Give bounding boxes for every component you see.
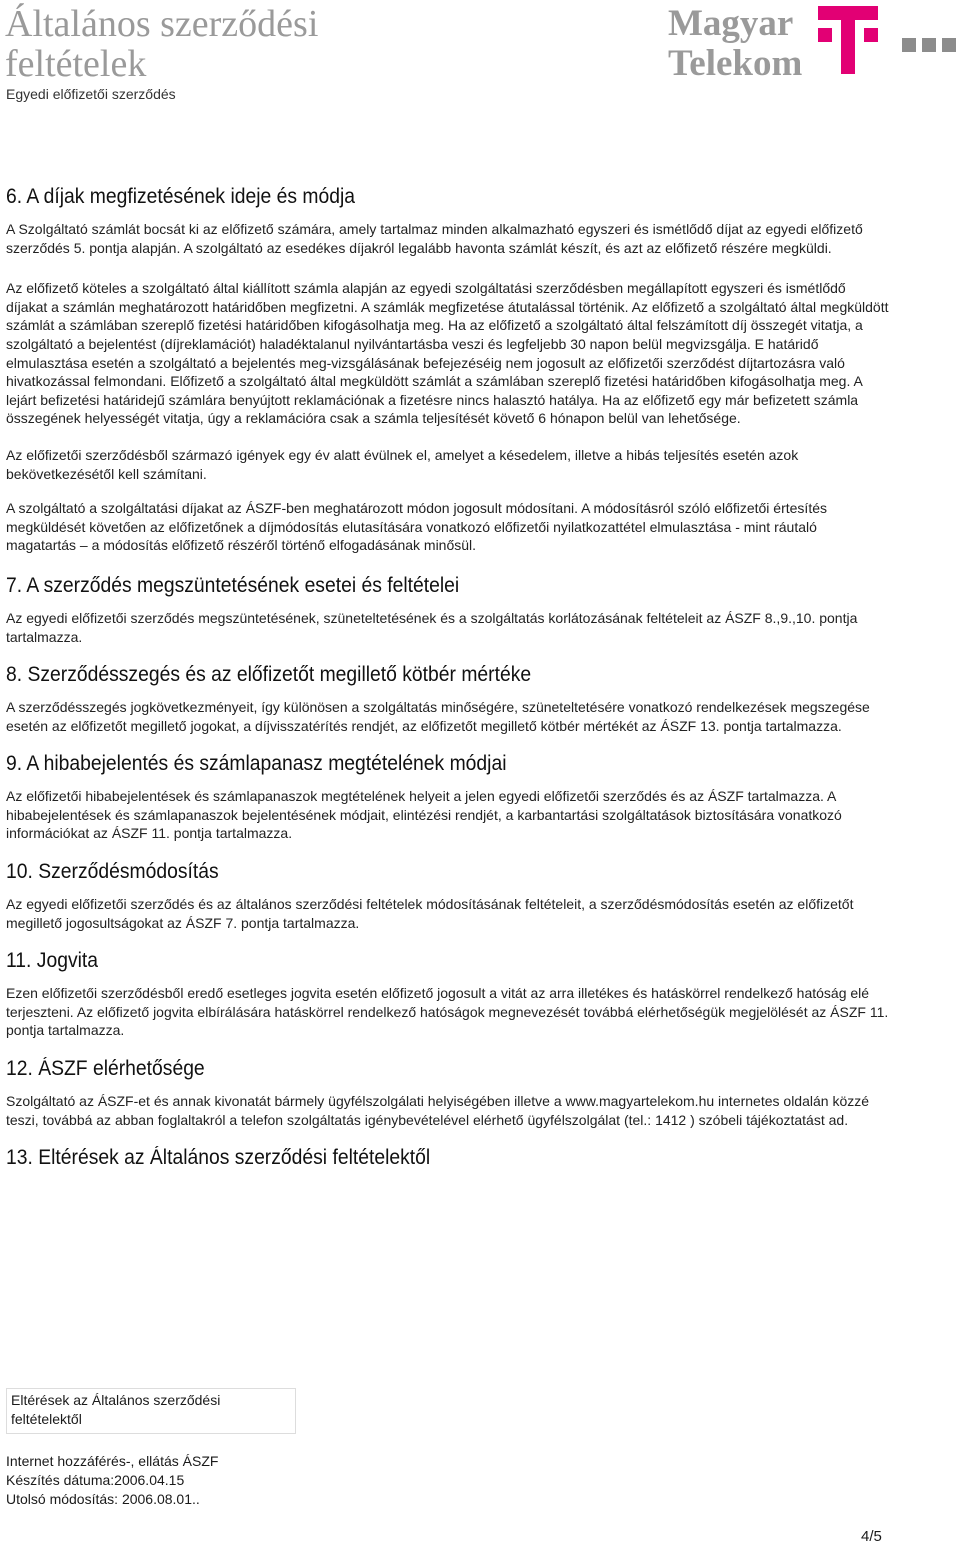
telekom-t-logo-icon bbox=[818, 6, 958, 74]
footer-doc-name: Internet hozzáférés-, ellátás ÁSZF bbox=[6, 1453, 219, 1469]
document-title: Általános szerződési feltételek bbox=[5, 3, 319, 85]
section-6 bbox=[6, 184, 890, 555]
document-body bbox=[6, 184, 890, 1181]
footer-created-date: Készítés dátuma:2006.04.15 bbox=[6, 1472, 185, 1488]
section-9 bbox=[6, 751, 890, 843]
paragraph: Az egyedi előfizetői szerződés és az általános szerződési feltételek módosításának feltételeit, a szerződésmódosítás esetén az előfizetőt megillető jogosultságokat az ÁSZF 7. pontja tartalmazza. bbox=[6, 896, 854, 931]
section-heading: 12. ÁSZF elérhetősége bbox=[6, 1057, 205, 1081]
brand-name: Magyar Telekom bbox=[668, 3, 803, 84]
section-13 bbox=[6, 1145, 890, 1171]
section-11 bbox=[6, 948, 890, 1040]
paragraph: A szerződésszegés jogkövetkezményeit, így különösen a szolgáltatás minőségére, szüneteltetésére vonatkozó rendelkezések megszegése esetén az előfizetőt megillető jogokat, a díjvisszatérítés rendjét, az előfizetőt megillető kötbér mértékét az ÁSZF 13. pontja tartalmazza. bbox=[6, 699, 870, 734]
section-heading: 7. A szerződés megszüntetésének esetei és feltételei bbox=[6, 573, 460, 597]
section-10 bbox=[6, 859, 890, 932]
page-number: 4/5 bbox=[861, 1528, 882, 1545]
section-heading: 10. Szerződésmódosítás bbox=[6, 860, 219, 884]
section-heading: 8. Szerződésszegés és az előfizetőt megillető kötbér mértéke bbox=[6, 663, 532, 687]
section-heading: 13. Eltérések az Általános szerződési feltételektől bbox=[6, 1146, 431, 1170]
section-7 bbox=[6, 573, 890, 646]
paragraph: Az előfizetői szerződésből származó igények egy év alatt évülnek el, amelyet a késedelem, illetve a hibás teljesítés esetén azok bekövetkezésétől kell számítani. bbox=[6, 446, 799, 482]
footer-meta bbox=[6, 1452, 218, 1509]
footer-modified-date: Utolsó módosítás: 2006.08.01.. bbox=[6, 1491, 200, 1507]
paragraph: Az előfizetői hibabejelentések és számlapanaszok megtételének helyeit a jelen egyedi előfizetői szerződés és az ÁSZF tartalmazza. A hibabejelentések és számlapanaszok bejelentésének módjait, elintézési rendjét, a karbantartási szolgáltatások biztosítására vonatkozó információkat az ÁSZF 11. pontja tartalmazza. bbox=[6, 788, 842, 842]
section-heading: 11. Jogvita bbox=[6, 949, 99, 973]
deviation-box: Eltérések az Általános szerződési feltételektől bbox=[6, 1388, 296, 1434]
paragraph: Ezen előfizetői szerződésből eredő esetleges jogvita esetén előfizető jogosult a vitát az arra illetékes és hatáskörrel rendelkező hatóság elé terjeszteni. Az előfizető jogvita elbírálására hatáskörrel rendelkező hatóságok megnevezését továbbá elérhetőségük megjelölését az ÁSZF 11. pontja tartalmazza. bbox=[6, 985, 889, 1039]
section-12 bbox=[6, 1056, 890, 1129]
paragraph: Szolgáltató az ÁSZF-et és annak kivonatát bármely ügyfélszolgálati helyiségében illetve a www.magyartelekom.hu internetes oldalán közzé teszi, továbbá az abban foglaltakról a telefon szolgáltatás igénybevételével elérhető ügyfélszolgálat (tel.: 1412 ) szóbeli tájékoztatást ad. bbox=[6, 1093, 870, 1128]
document-subtitle: Egyedi előfizetői szerződés bbox=[6, 86, 176, 102]
paragraph: Az előfizető köteles a szolgáltató által kiállított számla alapján az egyedi szolgáltatási szerződésben megállapított egyszeri és ismétlődő díjakat a számlán meghatározott határidőben megfizetni. A számlák megfizetése átutalással történik. Az előfizető a szolgáltató által megküldött számlát a számlában szereplő fizetési határidőben kifogásolhatja meg. Ha az előfizető a szolgáltató által felszámított díj összegét vitatja, a szolgáltató a bejelentést (díjreklamációt) haladéktalanul nyilvántartásba veszi és legfeljebb 30 napon belül megvizsgálja. E határidő elmulasztása esetén a szolgáltató a bejelentés meg-vizsgálásának befejezéséig nem jogosult az előfizetői szerződést díjtartozásra való hivatkozással felmondani. Előfizető a szolgáltató által megküldött számlát a számlában szereplő fizetési határidőben kifogásolhatja meg. A lejárt befizetési határidejű számlára benyújtott reklamációnak a fizetésre nincs halasztó hatálya. Ha az előfizető egy már befizetett számla összegének helyességét vitatja, úgy a reklamációra csak a számla teljesítését követő 6 hónapon belül van lehetősége. bbox=[6, 280, 889, 427]
section-heading: 6. A díjak megfizetésének ideje és módja bbox=[6, 185, 356, 208]
paragraph: Az egyedi előfizetői szerződés megszüntetésének, szüneteltetésének és a szolgáltatás korlátozásának feltételeit az ÁSZF 8.,9.,10. pontja tartalmazza. bbox=[6, 609, 858, 645]
section-8 bbox=[6, 662, 890, 735]
section-heading: 9. A hibabejelentés és számlapanasz megtételének módjai bbox=[6, 752, 507, 776]
paragraph: A Szolgáltató számlát bocsát ki az előfizető számára, amely tartalmaz minden alkalmazható egyszeri és ismétlődő díjat az egyedi előfizető szerződés 5. pontja alapján. A szolgáltató az esedékes díjakról legalább havonta számlát készít, és azt az előfizető részére megküldi. bbox=[6, 221, 863, 256]
paragraph: A szolgáltató a szolgáltatási díjakat az ÁSZF-ben meghatározott módon jogosult módosítani. A módosításról szóló előfizetői értesítés megküldését követően az előfizetőnek a díjmódosítás elutasítására vonatkozó előfizetői nyilatkozattétel elmulasztása - mint ráutaló magatartás – a módosítás előfizető részéről történő elfogadásának minősül. bbox=[6, 500, 827, 554]
